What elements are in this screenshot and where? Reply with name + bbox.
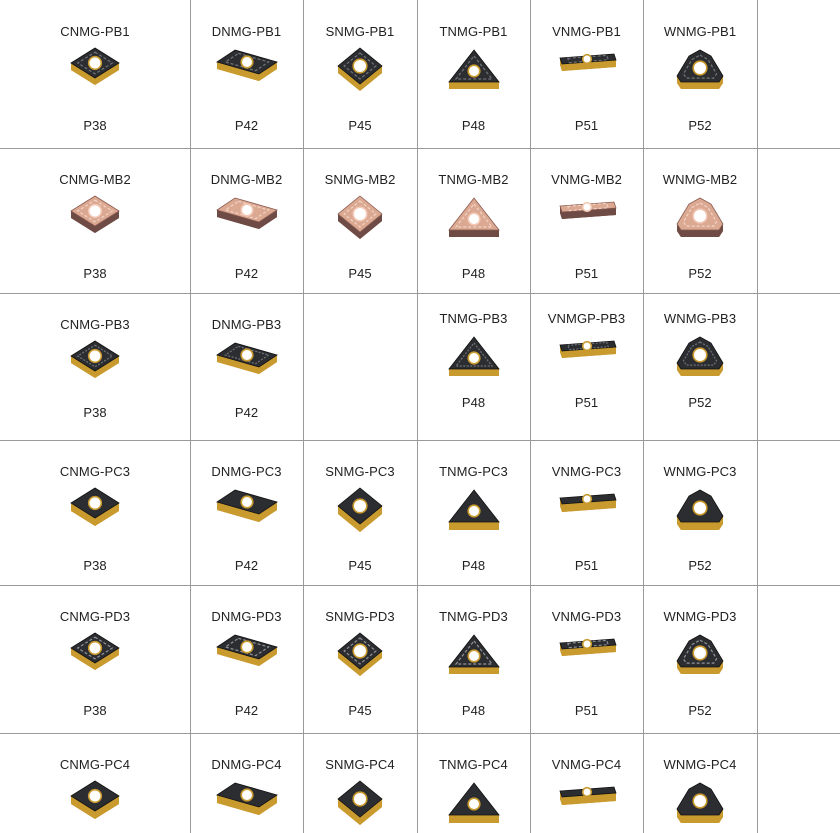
insert-image-c-icon: [69, 631, 121, 680]
insert-cell: [643, 148, 757, 293]
insert-position: P48: [461, 558, 486, 573]
insert-image-v-icon: [554, 46, 620, 85]
insert-code: TNMG-PC3: [439, 464, 508, 479]
insert-code: DNMG-MB2: [210, 172, 283, 187]
insert-code: TNMG-MB2: [438, 172, 509, 187]
insert-cell: [643, 585, 757, 733]
insert-position: P51: [574, 703, 599, 718]
insert-code: DNMG-PB3: [211, 317, 282, 332]
insert-image-c-icon: [69, 194, 121, 243]
insert-position: P45: [348, 118, 372, 133]
insert-image-t-icon: [445, 333, 503, 386]
insert-code: WNMG-PB3: [663, 311, 737, 326]
insert-image-d-icon: [215, 631, 279, 676]
insert-code: SNMG-PC3: [325, 464, 395, 479]
insert-image-c-icon: [69, 486, 121, 535]
insert-position: P48: [461, 118, 486, 133]
insert-image-s-icon: [334, 486, 386, 539]
insert-cell: [530, 293, 643, 440]
insert-cell: [530, 585, 643, 733]
insert-cell: [190, 585, 303, 733]
insert-image-s-icon: [334, 194, 386, 247]
insert-code: SNMG-PB1: [325, 24, 395, 39]
insert-image-d-icon: [215, 779, 279, 824]
insert-cell: [0, 733, 190, 833]
insert-cell: [0, 293, 190, 440]
insert-code: WNMG-PC3: [663, 464, 737, 479]
insert-image-w-icon: [671, 631, 729, 684]
insert-image-w-icon: [671, 333, 729, 386]
insert-cell: [643, 0, 757, 148]
insert-code: WNMG-MB2: [662, 172, 738, 187]
insert-cell: [303, 440, 417, 585]
column-divider: [757, 0, 758, 833]
insert-position: P52: [688, 558, 712, 573]
insert-cell: [303, 733, 417, 833]
insert-cell: [530, 733, 643, 833]
insert-image-c-icon: [69, 779, 121, 828]
insert-cell: [303, 585, 417, 733]
insert-cell: [303, 148, 417, 293]
insert-image-t-icon: [445, 631, 503, 684]
insert-position: P45: [348, 266, 372, 281]
insert-position: P42: [234, 118, 259, 133]
insert-cell: [530, 0, 643, 148]
insert-position: P42: [234, 266, 259, 281]
insert-code: WNMG-PC4: [663, 757, 737, 772]
insert-cell: [0, 148, 190, 293]
insert-code: VNMG-MB2: [551, 172, 622, 187]
insert-position: P51: [574, 266, 599, 281]
insert-position: P45: [348, 703, 372, 718]
insert-image-v-icon: [554, 486, 620, 525]
insert-code: VNMG-PC3: [551, 464, 622, 479]
insert-image-w-icon: [671, 486, 729, 539]
insert-code: DNMG-PD3: [211, 609, 282, 624]
insert-cell: [643, 293, 757, 440]
insert-position: P48: [461, 395, 486, 410]
insert-position: P51: [574, 558, 599, 573]
insert-code: WNMG-PB1: [663, 24, 737, 39]
insert-cell: [190, 293, 303, 440]
insert-code: TNMG-PD3: [439, 609, 508, 624]
insert-image-v-icon: [554, 779, 620, 818]
insert-code: SNMG-PD3: [325, 609, 395, 624]
insert-position: P48: [461, 703, 486, 718]
insert-image-w-icon: [671, 46, 729, 99]
insert-cell: [417, 440, 530, 585]
insert-position: P48: [461, 266, 486, 281]
insert-position: P45: [348, 558, 372, 573]
insert-code: CNMG-PC3: [59, 464, 131, 479]
insert-cell: [530, 148, 643, 293]
insert-image-d-icon: [215, 46, 279, 91]
insert-code: VNMGP-PB3: [547, 311, 626, 326]
insert-image-s-icon: [334, 779, 386, 832]
insert-cell: [643, 733, 757, 833]
insert-code: VNMG-PC4: [551, 757, 622, 772]
insert-cell: [530, 440, 643, 585]
insert-position: P51: [574, 118, 599, 133]
insert-image-t-icon: [445, 194, 503, 247]
insert-position: P52: [688, 266, 712, 281]
insert-image-w-icon: [671, 194, 729, 247]
insert-cell: [417, 0, 530, 148]
insert-cell: [0, 0, 190, 148]
insert-position: P38: [83, 405, 107, 420]
insert-image-c-icon: [69, 46, 121, 95]
insert-image-s-icon: [334, 46, 386, 99]
insert-position: P52: [688, 118, 712, 133]
insert-code: VNMG-PD3: [551, 609, 622, 624]
insert-image-v-icon: [554, 333, 620, 372]
insert-position: P38: [83, 266, 107, 281]
insert-image-t-icon: [445, 779, 503, 832]
insert-code: WNMG-PD3: [663, 609, 737, 624]
insert-position: P38: [83, 118, 107, 133]
insert-cell: [190, 0, 303, 148]
insert-image-d-icon: [215, 339, 279, 384]
insert-cell: [190, 440, 303, 585]
insert-code: CNMG-MB2: [59, 172, 131, 187]
insert-code: SNMG-MB2: [324, 172, 396, 187]
insert-cell: [303, 0, 417, 148]
insert-position: P52: [688, 703, 712, 718]
insert-cell: [417, 293, 530, 440]
insert-cell: [417, 733, 530, 833]
insert-code: CNMG-PB3: [60, 317, 130, 332]
insert-position: P38: [83, 558, 107, 573]
insert-cell: [417, 148, 530, 293]
insert-image-w-icon: [671, 779, 729, 832]
insert-cell: [0, 585, 190, 733]
insert-cell: [0, 440, 190, 585]
insert-position: P52: [688, 395, 712, 410]
insert-code: SNMG-PC4: [325, 757, 395, 772]
insert-code: TNMG-PC4: [439, 757, 508, 772]
insert-image-t-icon: [445, 46, 503, 99]
insert-cell: [190, 148, 303, 293]
insert-code: TNMG-PB1: [439, 24, 508, 39]
insert-image-d-icon: [215, 486, 279, 531]
insert-position: P42: [234, 405, 259, 420]
insert-code: DNMG-PB1: [211, 24, 282, 39]
insert-image-v-icon: [554, 194, 620, 233]
insert-code: DNMG-PC3: [211, 464, 282, 479]
insert-position: P51: [574, 395, 599, 410]
insert-cell: [190, 733, 303, 833]
insert-position: P42: [234, 703, 259, 718]
insert-image-s-icon: [334, 631, 386, 684]
insert-image-d-icon: [215, 194, 279, 239]
insert-code: CNMG-PC4: [59, 757, 131, 772]
insert-cell: [643, 440, 757, 585]
insert-image-v-icon: [554, 631, 620, 670]
insert-code: DNMG-PC4: [211, 757, 282, 772]
insert-image-t-icon: [445, 486, 503, 539]
insert-cell: [417, 585, 530, 733]
insert-code: VNMG-PB1: [552, 24, 621, 39]
insert-code: TNMG-PB3: [439, 311, 508, 326]
insert-code: CNMG-PD3: [59, 609, 131, 624]
insert-image-c-icon: [69, 339, 121, 388]
insert-position: P38: [83, 703, 107, 718]
insert-position: P42: [234, 558, 259, 573]
insert-code: CNMG-PB1: [60, 24, 130, 39]
